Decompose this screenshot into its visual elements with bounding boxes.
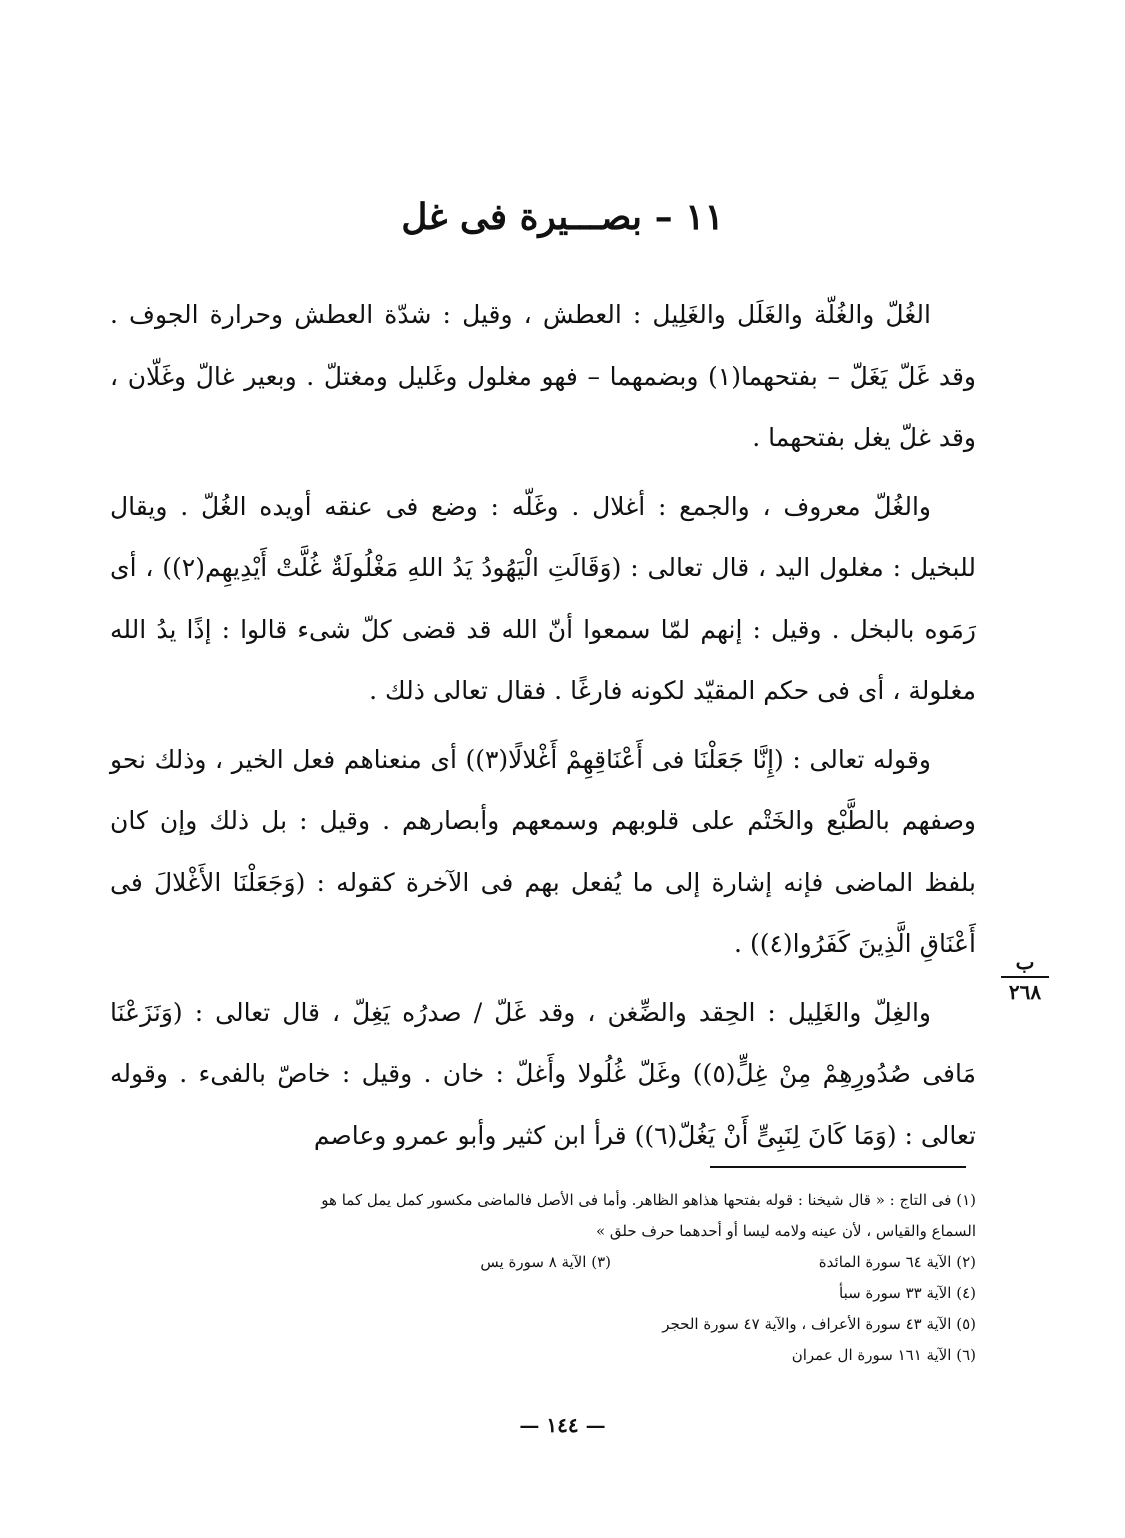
footnote-1-line-1: (١) فى التاج : « قال شيخنا : قوله بفتحها هذاهو الظاهر. وأما فى الأصل فالماضى مكسور كمل يمل كما هو	[321, 1191, 976, 1209]
footnote-6: (٦) الآية ١٦١ سورة ال عمران	[791, 1346, 976, 1364]
footnote-4: (٤) الآية ٣٣ سورة سبأ	[839, 1284, 976, 1302]
footnote-5: (٥) الآية ٤٣ سورة الأعراف ، والآية ٤٧ سورة الحجر	[662, 1315, 976, 1333]
paragraph-rancor-meaning: والغِلّ والغَلِيل : الحِقد والضِّغن ، وقد غَلّ / صدرُه يَغِلّ ، قال تعالى : (وَنَزَعْنَا مَافى صُدُورِهِمْ مِنْ غِلٍّ(٥)) وغَلّ غُلُولا وأَغلّ : خان . وقيل : خاصّ بالفىء . وقوله تعالى : (وَمَا كَانَ لِنَبِىٍّ أَنْ يَغُلّ(٦)) قرأ ابن كثير وأبو عمرو وعاصم	[110, 997, 976, 1150]
footnote-2: (٢) الآية ٦٤ سورة المائدة	[818, 1253, 976, 1271]
footnote-1-line-2: السماع والقياس ، لأن عينه ولامه ليسا أو أحدهما حرف حلق »	[595, 1222, 976, 1240]
footnote-row-2-3	[110, 1247, 976, 1278]
folio-side-letter: ب	[1015, 950, 1035, 974]
paragraph-shackle-meaning: والغُلّ معروف ، والجمع : أغلال . وغَلّه : وضع فى عنقه أويده الغُلّ . ويقال للبخيل : مغلول اليد ، قال تعالى : (وَقَالَتِ الْيَهُودُ يَدُ اللهِ مَغْلُولَةٌ غُلَّتْ أَيْدِيهِم(٢)) ، أى رَمَوه بالبخل . وقيل : إنهم لمّا سمعوا أنّ الله قد قضى كلّ شىء قالوا : إذًا يدُ الله مغلولة ، أى فى حكم المقيّد لكونه فارغًا . فقال تعالى ذلك .	[110, 491, 976, 705]
section-heading: ١١ – بصـــيرة فى غل	[401, 196, 724, 238]
page-number: — ١٤٤ —	[519, 1413, 606, 1437]
paragraph-thirst-meaning: الغُلّ والغُلّة والغَلَل والغَلِيل : العطش ، وقيل : شدّة العطش وحرارة الجوف . وقد غَلّ يَغَلّ – بفتحهما(١) وبضمهما – فهو مغلول وغَليل ومغتلّ . وبعير غالّ وغَلّان ، وقد غلّ يغل بفتحهما .	[110, 300, 977, 452]
paragraph-verse-necks: وقوله تعالى : (إِنَّا جَعَلْنَا فى أَعْنَاقِهِمْ أَغْلالًا(٣)) أى منعناهم فعل الخير ، وذلك نحو وصفهم بالطَّبْع والخَتْم على قلوبهم وسمعهم وأبصارهم . وقيل : بل ذلك وإن كان بلفظ الماضى فإنه إشارة إلى ما يُفعل بهم فى الآخرة كقوله : (وَجَعَلْنَا الأَغْلالَ فى أَعْنَاقِ الَّذِينَ كَفَرُوا(٤)) .	[110, 744, 976, 958]
footnotes	[110, 1185, 976, 1371]
footnote-3: (٣) الآية ٨ سورة يس	[480, 1253, 611, 1271]
main-text	[110, 284, 976, 1173]
folio-number: ٢٦٨	[1008, 980, 1042, 1004]
manuscript-folio-marker	[995, 950, 1055, 1004]
folio-rule	[1001, 976, 1049, 978]
footnote-divider	[710, 1166, 966, 1168]
